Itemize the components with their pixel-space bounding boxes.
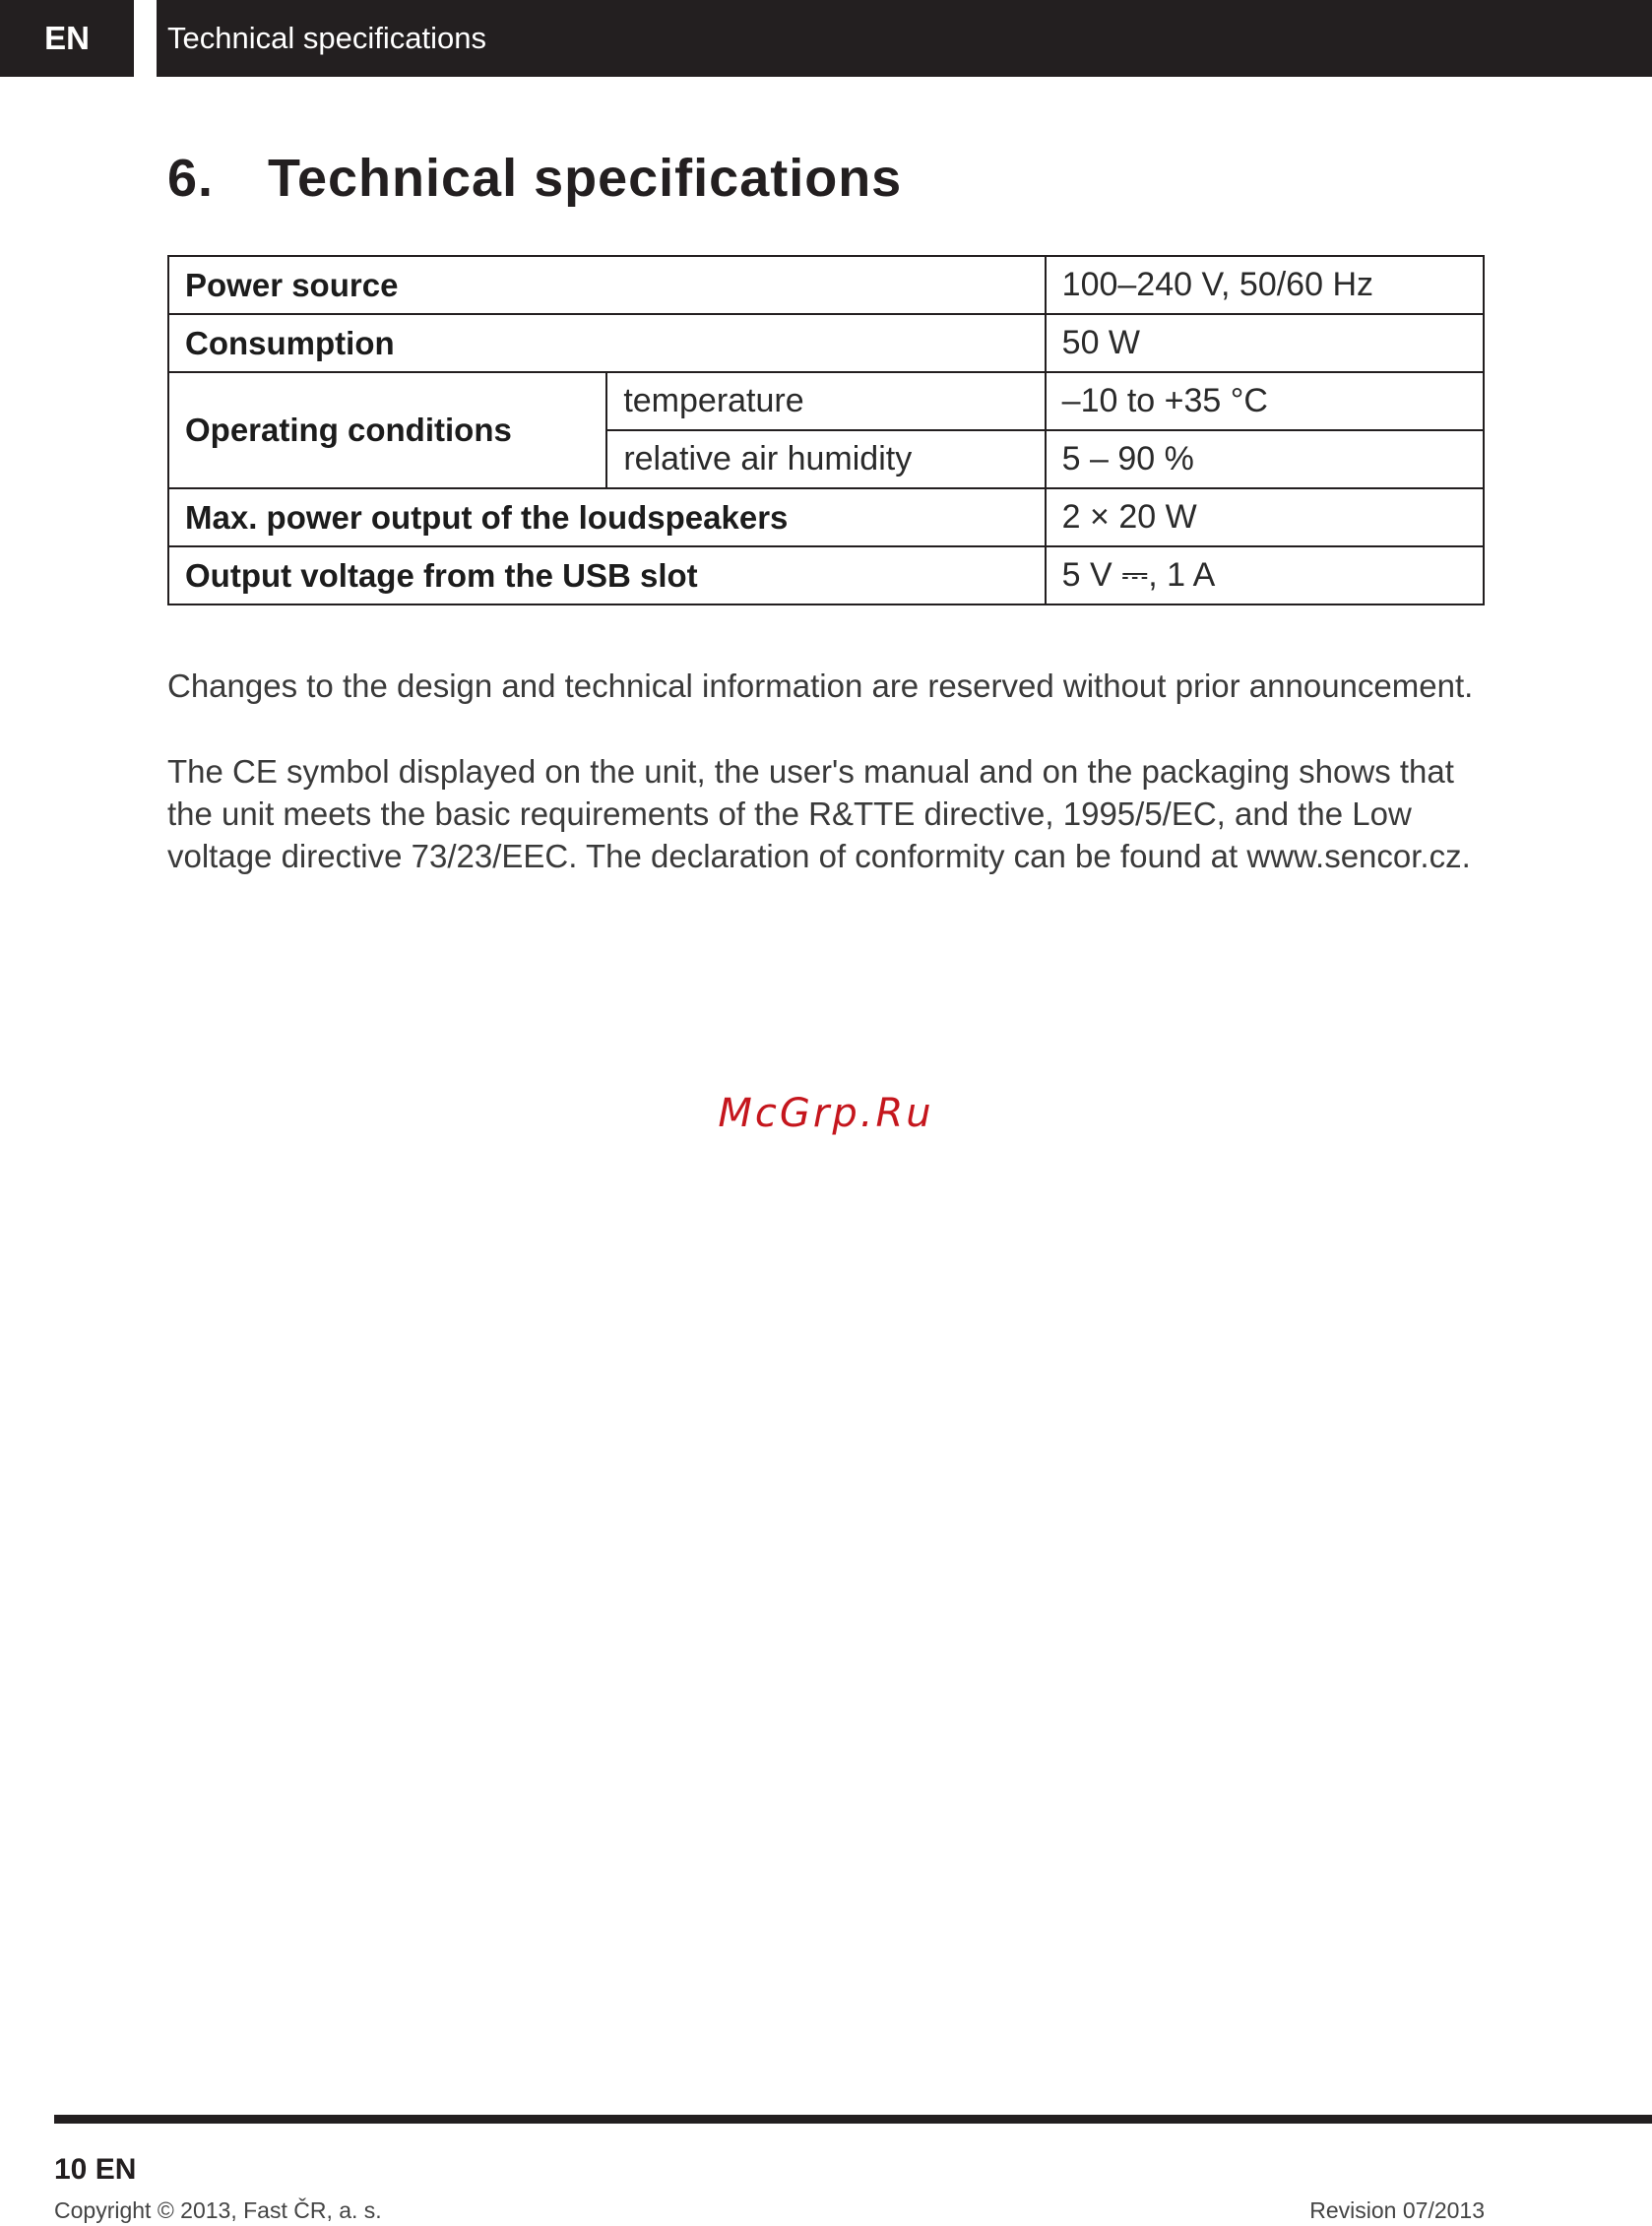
running-header: Technical specifications xyxy=(157,0,1652,77)
language-badge: EN xyxy=(0,0,134,77)
page-title xyxy=(167,148,902,209)
revision: Revision 07/2013 xyxy=(1309,2197,1485,2223)
top-bar xyxy=(0,0,1652,77)
ce-declaration: The CE symbol displayed on the unit, the user's manual and on the packaging shows that the unit meets the basic requirements of the R&TTE directive, 1995/5/EC, and the Low voltage directive 73/23/EEC. The declaration of conformity can be found at www.sencor.cz. xyxy=(167,753,1471,874)
table-row xyxy=(168,314,1484,372)
spec-value: –10 to +35 °C xyxy=(1046,372,1484,430)
table-row xyxy=(168,372,1484,430)
watermark: McGrp.Ru xyxy=(718,1091,934,1136)
changes-notice: Changes to the design and technical information are reserved without prior announcement. xyxy=(167,668,1474,704)
spec-label: Consumption xyxy=(168,314,1046,372)
spec-sublabel: temperature xyxy=(606,372,1045,430)
spec-sublabel: relative air humidity xyxy=(606,430,1045,488)
table-row xyxy=(168,546,1484,604)
table-row xyxy=(168,256,1484,314)
table-row xyxy=(168,488,1484,546)
copyright: Copyright © 2013, Fast ČR, a. s. xyxy=(54,2197,382,2223)
spec-value: 2 × 20 W xyxy=(1046,488,1484,546)
spec-label: Power source xyxy=(168,256,1046,314)
page-number: 10 EN xyxy=(54,2153,137,2186)
spec-label: Operating conditions xyxy=(168,372,606,488)
spec-value: 50 W xyxy=(1046,314,1484,372)
spec-label: Output voltage from the USB slot xyxy=(168,546,1046,604)
footer-divider xyxy=(54,2115,1652,2124)
spec-value: 5 V ⎓, 1 A xyxy=(1046,546,1484,604)
spec-label: Max. power output of the loudspeakers xyxy=(168,488,1046,546)
spec-value: 5 – 90 % xyxy=(1046,430,1484,488)
spec-value: 100–240 V, 50/60 Hz xyxy=(1046,256,1484,314)
specs-table xyxy=(167,255,1485,605)
section-title: Technical specifications xyxy=(268,149,903,208)
section-number: 6. xyxy=(167,149,215,208)
